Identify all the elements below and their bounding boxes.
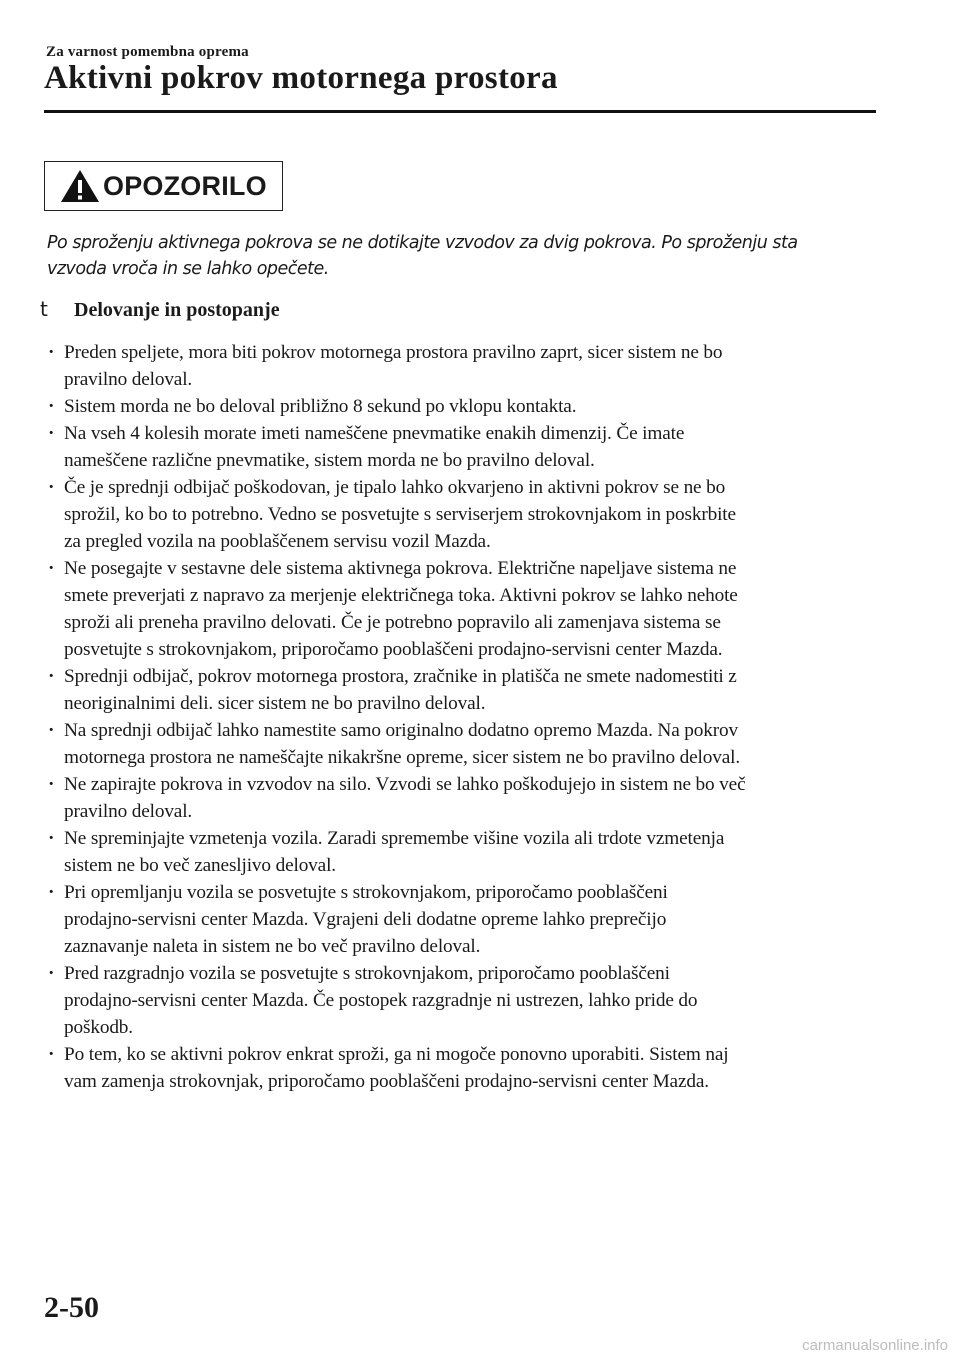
bullet-line: · Sprednji odbijač, pokrov motornega prostora, zračnike in platišča ne smete nadomestiti z (64, 666, 737, 687)
bullet-line: · Ne posegajte v sestavne dele sistema aktivnega pokrova. Električne napeljave sistema ne (64, 558, 737, 579)
page-title: Aktivni pokrov motornega prostora (44, 60, 558, 96)
bullet-line: · Na sprednji odbijač lahko namestite samo originalno dodatno opremo Mazda. Na pokrov (64, 720, 739, 741)
bullet-line: vam zamenja strokovnjak, priporočamo pooblaščeni prodajno-servisni center Mazda. (64, 1071, 709, 1092)
section-heading-text: Delovanje in postopanje (74, 299, 280, 321)
bullet-line: pravilno deloval. (64, 801, 193, 822)
bullet-line: smete preverjati z napravo za merjenje električnega toka. Aktivni pokrov se lahko nehote (64, 585, 738, 606)
warning-label: OPOZORILO (103, 170, 267, 201)
bullet-line: · Na vseh 4 kolesih morate imeti nameščene pnevmatike enakih dimenzij. Če imate (64, 423, 685, 444)
bullet-line: zaznavanje naleta in sistem ne bo več pravilno deloval. (64, 936, 481, 957)
bullet-item (44, 825, 880, 879)
bullet-line: · Preden speljete, mora biti pokrov motornega prostora pravilno zaprt, sicer sistem ne bo (64, 342, 723, 363)
bullet-item (44, 879, 880, 960)
bullet-line: · Če je sprednji odbijač poškodovan, je tipalo lahko okvarjeno in aktivni pokrov se ne bo (64, 477, 726, 498)
bullet-item (44, 771, 880, 825)
section-heading (40, 297, 280, 322)
bullet-list (44, 339, 880, 1095)
bullet-line: · Pred razgradnjo vozila se posvetujte s strokovnjakom, priporočamo pooblaščeni (64, 963, 670, 984)
bullet-item (44, 960, 880, 1041)
bullet-line: sprožil, ko bo to potrebno. Vedno se posvetujte s serviserjem strokovnjakom in poskrbite (64, 504, 736, 525)
bullet-line: nameščene različne pnevmatike, sistem morda ne bo pravilno deloval. (64, 450, 595, 471)
warning-text (47, 230, 877, 282)
bullet-item (44, 339, 880, 393)
bullet-item (44, 555, 880, 663)
bullet-line: poškodb. (64, 1017, 133, 1038)
bullet-item (44, 717, 880, 771)
warning-box (44, 161, 283, 211)
section-label: Za varnost pomembna oprema (46, 44, 249, 60)
bullet-line: prodajno-servisni center Mazda. Vgrajeni deli dodatne opreme lahko preprečijo (64, 909, 667, 930)
bullet-item (44, 420, 880, 474)
bullet-item (44, 663, 880, 717)
bullet-line: prodajno-servisni center Mazda. Če postopek razgradnje ni ustrezen, lahko pride do (64, 990, 698, 1011)
bullet-item (44, 1041, 880, 1095)
warning-text-line: vzvoda vroča in se lahko opečete. (47, 259, 329, 279)
bullet-line: sproži ali preneha pravilno delovati. Če je potrebno popravilo ali zamenjava sistema se (64, 612, 721, 633)
warning-text-line: Po sproženju aktivnega pokrova se ne dotikajte vzvodov za dvig pokrova. Po sproženju sta (47, 233, 798, 253)
bullet-line: neoriginalnimi deli. sicer sistem ne bo pravilno deloval. (64, 693, 486, 714)
bullet-line: za pregled vozila na pooblaščenem servisu vozil Mazda. (64, 531, 491, 552)
section-marker: t (40, 297, 48, 321)
bullet-line: · Sistem morda ne bo deloval približno 8 sekund po vklopu kontakta. (64, 396, 577, 417)
bullet-line: motornega prostora ne nameščajte nikakršne opreme, sicer sistem ne bo pravilno deloval. (64, 747, 741, 768)
bullet-line: pravilno deloval. (64, 369, 193, 390)
bullet-line: · Po tem, ko se aktivni pokrov enkrat sproži, ga ni mogoče ponovno uporabiti. Sistem naj (64, 1044, 729, 1065)
bullet-line: · Pri opremljanju vozila se posvetujte s strokovnjakom, priporočamo pooblaščeni (64, 882, 668, 903)
title-divider (44, 110, 876, 113)
bullet-line: · Ne spreminjajte vzmetenja vozila. Zaradi spremembe višine vozila ali trdote vzmetenja (64, 828, 725, 849)
watermark-link[interactable]: carmanualsonline.info (802, 1337, 948, 1354)
warning-triangle-icon (59, 168, 101, 204)
bullet-item (44, 393, 880, 420)
bullet-line: posvetujte s strokovnjakom, priporočamo pooblaščeni prodajno-servisni center Mazda. (64, 639, 723, 660)
bullet-line: sistem ne bo več zanesljivo deloval. (64, 855, 336, 876)
page-number: 2-50 (44, 1291, 99, 1324)
bullet-line: · Ne zapirajte pokrova in vzvodov na silo. Vzvodi se lahko poškodujejo in sistem ne bo več (64, 774, 746, 795)
bullet-item (44, 474, 880, 555)
